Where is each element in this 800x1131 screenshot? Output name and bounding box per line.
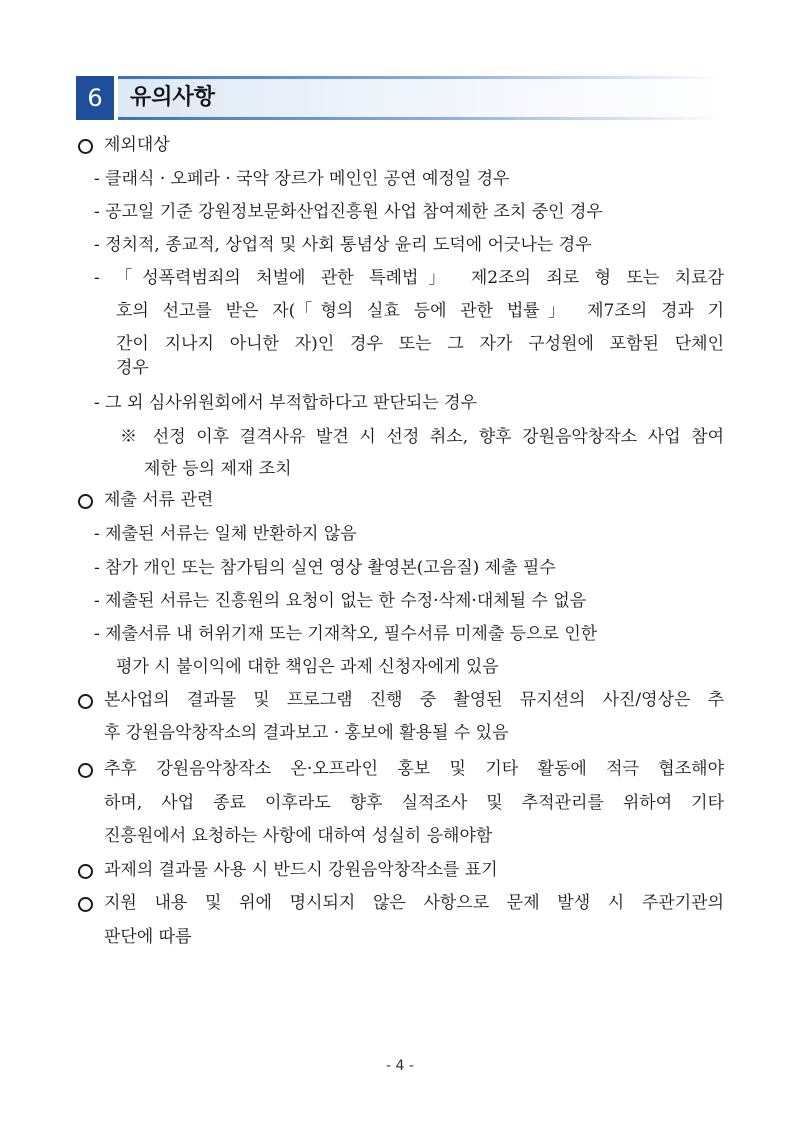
paragraph-line: 하며, 사업 종료 이후라도 향후 실적조사 및 추적관리를 위하여 기타 — [104, 793, 724, 813]
submission-item: - 제출서류 내 허위기재 또는 기재착오, 필수서류 미제출 등으로 인한 — [94, 624, 598, 644]
circle-bullet-icon — [78, 494, 93, 509]
paragraph-line: 판단에 따름 — [104, 927, 192, 947]
exclusion-item-continued: 호의 선고를 받은 자(「형의 실효 등에 관한 법률」 제7조의 경과 기 — [116, 301, 724, 321]
paragraph-line: 후 강원음악창작소의 결과보고 · 홍보에 활용될 수 있음 — [104, 723, 509, 743]
circle-bullet-icon — [78, 864, 93, 879]
submission-item: - 참가 개인 또는 참가팀의 실연 영상 촬영본(고음질) 제출 필수 — [94, 558, 556, 578]
circle-bullet-icon — [78, 897, 93, 912]
exclusion-note: ※ 선정 이후 결격사유 발견 시 선정 취소, 향후 강원음악창작소 사업 참여 — [120, 427, 724, 447]
exclusion-item: - 그 외 심사위원회에서 부적합하다고 판단되는 경우 — [94, 393, 478, 413]
exclusion-item: - 정치적, 종교적, 상업적 및 사회 통념상 윤리 도덕에 어긋나는 경우 — [94, 235, 592, 255]
submission-item: - 제출된 서류는 진흥원의 요청이 없는 한 수정·삭제·대체될 수 없음 — [94, 591, 587, 611]
circle-bullet-icon — [78, 694, 93, 709]
circle-bullet-icon — [78, 763, 93, 778]
submission-item: - 제출된 서류는 일체 반환하지 않음 — [94, 524, 357, 544]
exclusion-item: - 클래식 · 오페라 · 국악 장르가 메인인 공연 예정일 경우 — [94, 169, 510, 189]
exclusion-item: - 「성폭력범죄의 처벌에 관한 특례법」 제2조의 죄로 형 또는 치료감 — [94, 268, 724, 288]
submission-item-continued: 평가 시 불이익에 대한 책임은 과제 신청자에게 있음 — [116, 657, 499, 677]
paragraph-line: 과제의 결과물 사용 시 반드시 강원음악창작소를 표기 — [104, 860, 498, 880]
section-rule-top — [118, 76, 724, 79]
section-header — [76, 76, 724, 120]
exclusion-item-continued: 경우 — [116, 358, 149, 378]
paragraph-line: 추후 강원음악창작소 온·오프라인 홍보 및 기타 활동에 적극 협조해야 — [104, 759, 724, 779]
circle-bullet-icon — [78, 139, 93, 154]
section-rule-bottom — [118, 117, 724, 120]
paragraph-line: 진흥원에서 요청하는 사항에 대하여 성실히 응해야함 — [104, 826, 493, 846]
exclusion-item: - 공고일 기준 강원정보문화산업진흥원 사업 참여제한 조치 중인 경우 — [94, 202, 603, 222]
cooperation-paragraph — [78, 757, 724, 781]
page-number: - 4 - — [386, 1058, 414, 1074]
paragraph-line: 지원 내용 및 위에 명시되지 않은 사항으로 문제 발생 시 주관기관의 — [104, 893, 724, 913]
exclusion-note-continued: 제한 등의 제재 조치 — [144, 459, 292, 479]
other-paragraph — [78, 891, 724, 915]
heading-text: 제출 서류 관련 — [104, 490, 214, 510]
exclusion-item-continued: 간이 지나지 아니한 자)인 경우 또는 그 자가 구성원에 포함된 단체인 — [116, 334, 724, 354]
section-number: 6 — [76, 76, 114, 120]
results-usage-paragraph — [78, 688, 724, 712]
section-title: 유의사항 — [130, 85, 216, 110]
heading-text: 제외대상 — [104, 135, 170, 155]
paragraph-line: 본사업의 결과물 및 프로그램 진행 중 촬영된 뮤지션의 사진/영상은 추 — [104, 690, 724, 710]
